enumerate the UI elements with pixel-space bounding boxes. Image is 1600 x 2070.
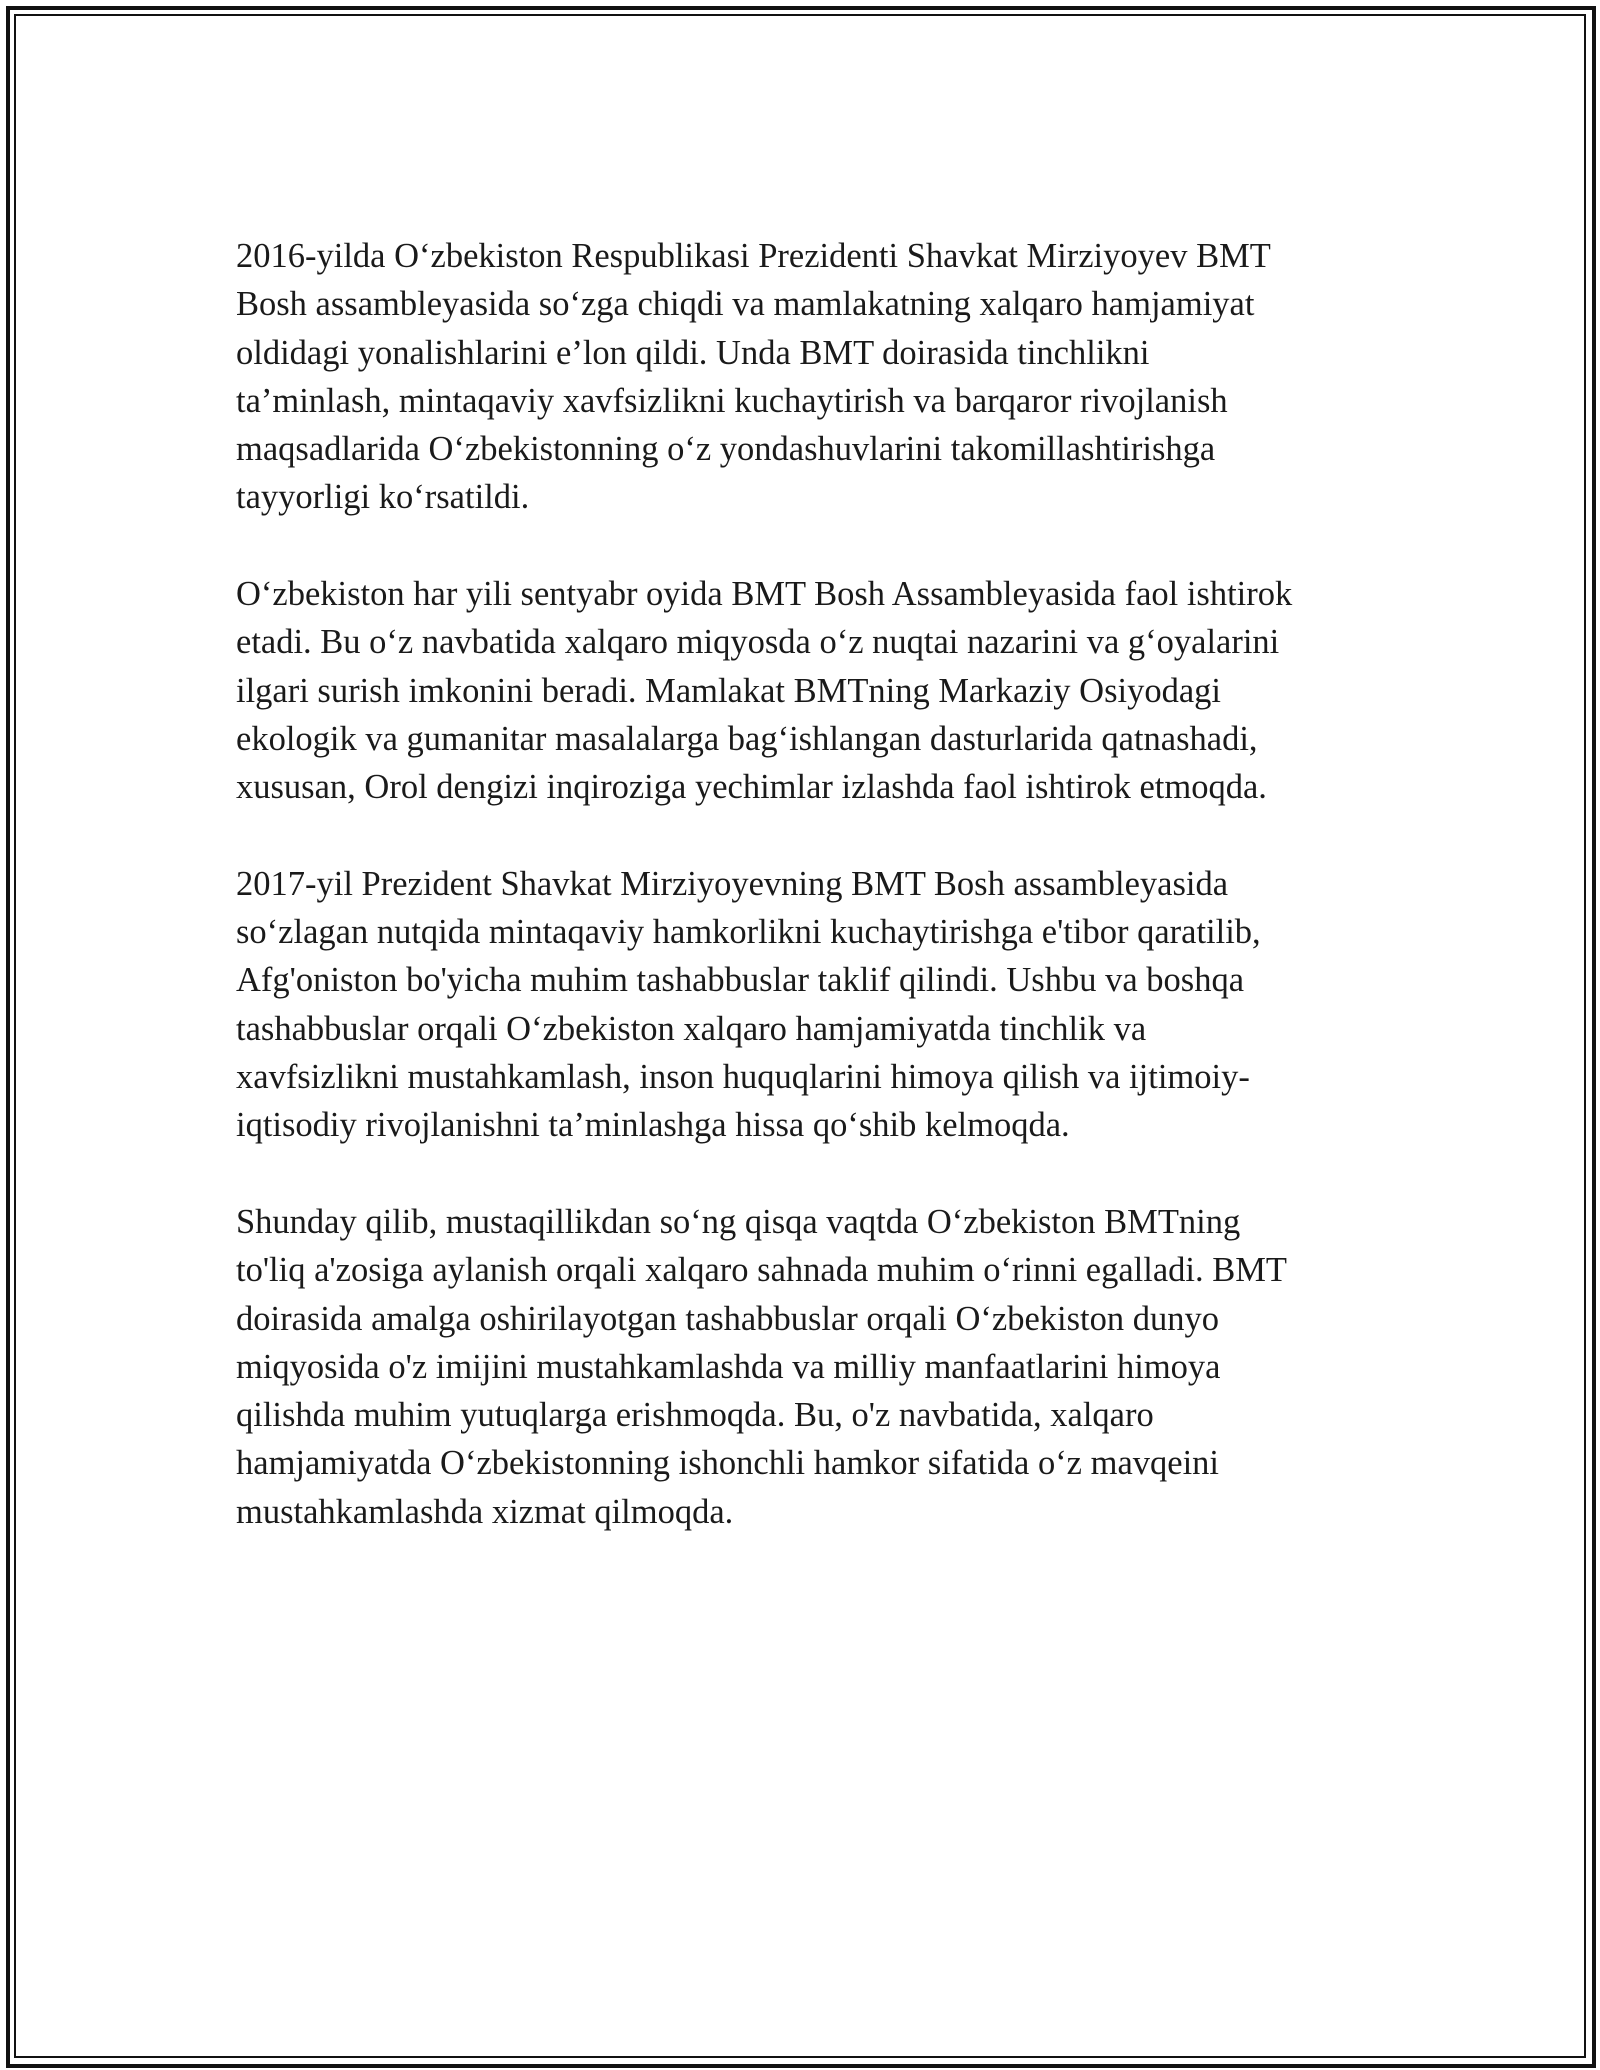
text-line: Bosh assambleyasida so‘zga chiqdi va mamlakatning xalqaro hamjamiyat <box>236 285 1255 324</box>
text-line: tashabbuslar orqali O‘zbekiston xalqaro hamjamiyatda tinchlik va <box>236 1009 1147 1048</box>
text-line: so‘zlagan nutqida mintaqaviy hamkorlikni kuchaytirishga e'tibor qaratilib, <box>236 913 1261 952</box>
document-body <box>236 232 1376 1584</box>
text-line: oldidagi yonalishlarini e’lon qildi. Unda BMT doirasida tinchlikni <box>236 333 1150 372</box>
text-line: 2017-yil Prezident Shavkat Mirziyoyevning BMT Bosh assambleyasida <box>236 864 1229 903</box>
text-line: to'liq a'zosiga aylanish orqali xalqaro sahnada muhim o‘rinni egalladi. BMT <box>236 1251 1288 1290</box>
text-line: 2016-yilda O‘zbekiston Respublikasi Prezidenti Shavkat Mirziyoyev BMT <box>236 237 1271 275</box>
text-line: miqyosida o'z imijini mustahkamlashda va milliy manfaatlarini himoya <box>236 1347 1221 1386</box>
text-line: etadi. Bu o‘z navbatida xalqaro miqyosda o‘z nuqtai nazarini va g‘oyalarini <box>236 623 1280 662</box>
text-line: tayyorligi ko‘rsatildi. <box>236 478 530 517</box>
text-line: Afg'oniston bo'yicha muhim tashabbuslar taklif qilindi. Ushbu va boshqa <box>236 961 1245 1000</box>
text-line: qilishda muhim yutuqlarga erishmoqda. Bu, o'z navbatida, xalqaro <box>236 1396 1154 1435</box>
paragraph-2 <box>236 570 1376 811</box>
paragraph-4 <box>236 1198 1376 1536</box>
text-line: mustahkamlashda xizmat qilmoqda. <box>236 1492 734 1531</box>
text-line: iqtisodiy rivojlanishni ta’minlashga hissa qo‘shib kelmoqda. <box>236 1106 1070 1145</box>
text-line: ta’minlash, mintaqaviy xavfsizlikni kuchaytirish va barqaror rivojlanish <box>236 381 1228 420</box>
paragraph-3 <box>236 860 1376 1150</box>
text-line: xavfsizlikni mustahkamlash, inson huquqlarini himoya qilish va ijtimoiy- <box>236 1058 1250 1097</box>
text-line: ilgari surish imkonini beradi. Mamlakat BMTning Markaziy Osiyodagi <box>236 671 1222 710</box>
text-line: doirasida amalga oshirilayotgan tashabbuslar orqali O‘zbekiston dunyo <box>236 1299 1219 1338</box>
text-line: O‘zbekiston har yili sentyabr oyida BMT Bosh Assambleyasida faol ishtirok <box>236 575 1293 614</box>
text-line: xususan, Orol dengizi inqiroziga yechimlar izlashda faol ishtirok etmoqda. <box>236 768 1267 807</box>
text-line: maqsadlarida O‘zbekistonning o‘z yondashuvlarini takomillashtirishga <box>236 430 1216 469</box>
text-line: ekologik va gumanitar masalalarga bag‘ishlangan dasturlarida qatnashadi, <box>236 719 1258 758</box>
paragraph-1 <box>236 232 1376 522</box>
text-line: hamjamiyatda O‘zbekistonning ishonchli hamkor sifatida o‘z mavqeini <box>236 1444 1219 1483</box>
text-line: Shunday qilib, mustaqillikdan so‘ng qisqa vaqtda O‘zbekiston BMTning <box>236 1202 1241 1241</box>
